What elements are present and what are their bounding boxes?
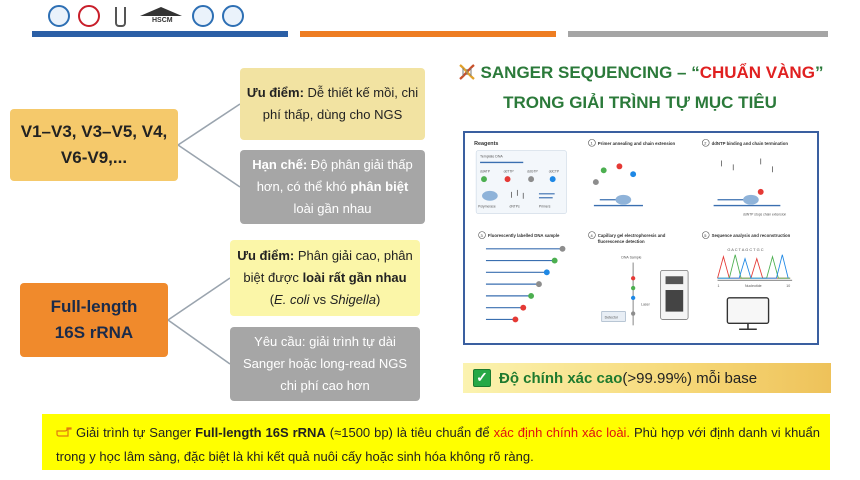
note-text-2: (≈1500 bp) là tiêu chuẩn để	[325, 425, 494, 440]
institute-logo-icon	[192, 5, 214, 27]
society-logo-icon	[222, 5, 244, 27]
checkmark-icon: ✓	[473, 369, 491, 387]
title-line2: TRONG GIẢI TRÌNH TỰ MỤC TIÊU	[503, 93, 777, 112]
ddgtp-label: ddGTP	[527, 169, 538, 174]
title-highlight: CHUẨN VÀNG	[699, 63, 815, 82]
full-length-line1: Full-length	[50, 297, 138, 316]
accuracy-text: (>99.99%) mỗi base	[622, 369, 758, 387]
step4-label-b: fluorescence detection	[597, 238, 645, 244]
variable-regions-box	[10, 109, 178, 181]
step3-number: 3	[480, 232, 483, 238]
note-bold: Full-length 16S rRNA	[195, 425, 326, 440]
sanger-sequencing-figure	[463, 131, 819, 345]
limitation-box-regions	[240, 150, 425, 224]
advantage2-text-1: Phân giải cao, phân biệt được	[243, 248, 413, 285]
advantage-box-regions	[240, 68, 425, 140]
full-length-16s-box	[20, 283, 168, 357]
ddttp-label: ddTTP	[503, 169, 514, 174]
reagents-label: Reagents	[474, 140, 499, 147]
title-part2: ”	[814, 63, 824, 82]
header-bar-blue	[32, 31, 288, 37]
step2b-label: ddNTP stops chain extension	[743, 212, 787, 217]
summary-note	[42, 414, 830, 470]
ecoli-name: E. coli	[274, 292, 310, 307]
step3-label: Fluorescently labelled DNA sample	[487, 233, 560, 239]
advantage2-text-3: )	[375, 292, 381, 307]
dna-sample-label: DNA Sample	[621, 255, 642, 260]
sequence-label: G A C T A G C T G C	[727, 246, 764, 252]
advantage-label-2: Ưu điểm:	[237, 248, 295, 263]
advantage-text: Dễ thiết kế mồi, chi phí thấp, dùng cho NGS	[262, 85, 419, 122]
limitation-text-1: Độ phân giải thấp hơn, có thể khó	[256, 157, 413, 194]
step4-number: 4	[590, 232, 593, 238]
axis-end: 10	[786, 284, 791, 289]
step2-label: ddNTP binding and chain termination	[711, 140, 788, 146]
primers-label: Primers	[538, 204, 551, 209]
accuracy-strong: Độ chính xác cao	[499, 369, 623, 387]
axis-start: 1	[717, 284, 720, 289]
step5-number: 5	[704, 232, 707, 238]
note-text-3: Phù hợp với định danh vi khuẩn trong y học lâm sàng, đặc biệt là khi kết quả nuôi cấy hoặc sinh hóa không rõ ràng.	[56, 425, 820, 464]
detector-label: Detector	[604, 315, 618, 320]
slide-title	[440, 58, 840, 118]
advantage2-text-2: (	[269, 292, 275, 307]
header-bar-orange	[300, 31, 556, 37]
note-highlight: xác định chính xác loài.	[493, 425, 631, 440]
header-bar-gray	[568, 31, 828, 37]
advantage-box-full-length	[230, 240, 420, 316]
title-part1: SANGER SEQUENCING – “	[480, 63, 700, 82]
step4-label-a: Capillary gel electrophoresis and	[597, 233, 666, 239]
step2-number: 2	[704, 140, 707, 146]
polymerase-label: Polymerase	[478, 204, 496, 209]
requirement-box-full-length	[230, 327, 420, 401]
pointing-hand-icon	[56, 426, 72, 438]
advantage2-vs: vs	[309, 292, 330, 307]
full-length-line2: 16S rRNA	[54, 323, 134, 342]
dntps-label: dNTPs	[509, 204, 520, 209]
axis-label: Nucleotide	[745, 284, 762, 289]
variable-regions-line2: V6-V9,...	[60, 148, 128, 167]
note-text-1: Giải trình tự Sanger	[76, 425, 196, 440]
accuracy-banner	[463, 363, 831, 393]
limitation-text-2: loài gần nhau	[293, 201, 372, 216]
step1-number: 1	[590, 140, 593, 146]
template-label: Template DNA	[480, 154, 503, 159]
step5-label: Sequence analysis and reconstruction	[711, 233, 791, 239]
advantage-label: Ưu điểm:	[246, 85, 304, 100]
limitation-strong: phân biệt	[350, 179, 409, 194]
dna-icon	[457, 63, 477, 81]
lab-flask-icon	[108, 5, 130, 27]
laser-label: Laser	[641, 302, 650, 307]
quality-logo-icon	[78, 5, 100, 27]
ddatp-label: ddATP	[480, 169, 491, 174]
sanger-figure-svg	[465, 133, 817, 343]
hscm-logo: HSCM	[138, 5, 184, 27]
header-logos	[48, 4, 244, 28]
limitation-label: Hạn chế:	[252, 157, 308, 172]
ddctp-label: ddCTP	[548, 169, 560, 174]
requirement-text: Yêu cầu: giải trình tự dài Sanger hoặc long-read NGS chi phí cao hơn	[242, 334, 408, 393]
shigella-name: Shigella	[329, 292, 376, 307]
step1-label: Primer annealing and chain extension	[597, 140, 676, 146]
variable-regions-line1: V1–V3, V3–V5, V4,	[20, 122, 168, 141]
advantage2-strong: loài rất gần nhau	[302, 270, 407, 285]
university-logo-icon	[48, 5, 70, 27]
